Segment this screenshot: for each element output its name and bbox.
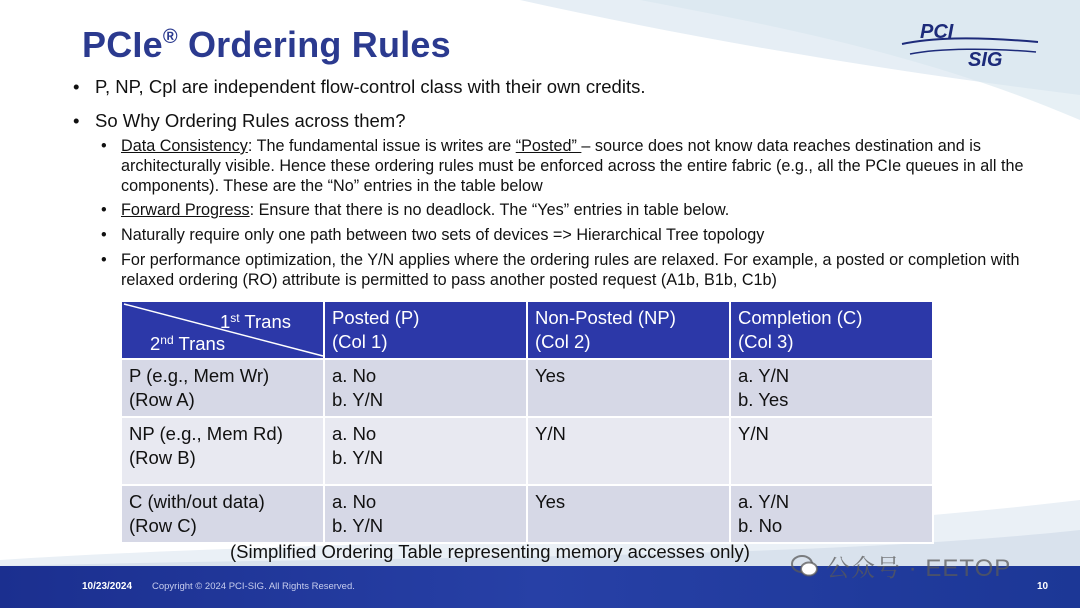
forward-progress-term: Forward Progress	[121, 201, 250, 220]
ordering-table	[120, 300, 934, 544]
table-cell: Yes	[527, 485, 730, 543]
sub-bullet-performance: • For performance optimization, the Y/N applies where the ordering rules are relaxed. For example, a posted or completion with relaxed ordering (RO) attribute is permitted to pass another posted request (A1b, B1b, C1b)	[99, 251, 1033, 291]
logo-text-sig: SIG	[968, 49, 1003, 71]
wechat-icon	[790, 551, 820, 581]
table-cell: a. Y/N b. Yes	[730, 359, 933, 417]
data-consistency-term: Data Consistency	[121, 137, 248, 155]
table-cell: Y/N	[730, 417, 933, 485]
footer-copyright: Copyright © 2024 PCI-SIG. All Rights Reserved.	[152, 581, 355, 592]
table-caption: (Simplified Ordering Table representing memory accesses only)	[230, 541, 750, 562]
sub-bullet-list	[99, 137, 1033, 291]
pci-sig-logo	[900, 14, 1040, 72]
table-cell: Y/N	[527, 417, 730, 485]
watermark-text: 公众号 · EETOP	[826, 555, 1012, 582]
table-cell: a. No b. Y/N	[324, 485, 527, 543]
bullet-flow-control: • P, NP, Cpl are independent flow-control class with their own credits.	[73, 76, 1033, 98]
sub-bullet-tree-topology: • Naturally require only one path between two sets of devices => Hierarchical Tree topology	[99, 226, 1033, 246]
footer-date: 10/23/2024	[82, 581, 133, 592]
table-row	[121, 417, 933, 485]
table-cell: a. No b. Y/N	[324, 417, 527, 485]
corner-header	[121, 301, 324, 359]
header-posted: Posted (P) (Col 1)	[324, 301, 527, 359]
table-row	[121, 359, 933, 417]
row-header-np: NP (e.g., Mem Rd) (Row B)	[121, 417, 324, 485]
header-non-posted: Non-Posted (NP) (Col 2)	[527, 301, 730, 359]
logo-text-pci: PCI	[920, 21, 954, 43]
table-cell: a. Y/N b. No	[730, 485, 933, 543]
second-trans-label: 2nd Trans	[150, 333, 226, 354]
first-trans-label: 1st Trans	[219, 311, 291, 332]
sub-bullet-forward-progress: • Forward Progress: Ensure that there is no deadlock. The “Yes” entries in table below.	[99, 201, 1033, 221]
sub-bullet-data-consistency: • Data Consistency: The fundamental issue is writes are “Posted” – source does not know data reaches destination and is architecturally visible. Hence these ordering rules must be enforced across the entire fabric (e.g., all the PCIe queues in all the components). These are the “No” entries in the table below	[99, 137, 1033, 196]
page-title: PCIe® Ordering Rules	[82, 24, 451, 65]
table-cell: a. No b. Y/N	[324, 359, 527, 417]
bullet-list	[73, 76, 1033, 291]
table-header-row	[121, 301, 933, 359]
header-completion: Completion (C) (Col 3)	[730, 301, 933, 359]
watermark	[790, 548, 1011, 583]
row-header-p: P (e.g., Mem Wr) (Row A)	[121, 359, 324, 417]
row-header-c: C (with/out data) (Row C)	[121, 485, 324, 543]
table-cell: Yes	[527, 359, 730, 417]
bullet-why-ordering: • So Why Ordering Rules across them?	[73, 110, 1033, 132]
posted-term: “Posted”	[515, 137, 582, 155]
page-number: 10	[1037, 581, 1049, 592]
table-row	[121, 485, 933, 543]
